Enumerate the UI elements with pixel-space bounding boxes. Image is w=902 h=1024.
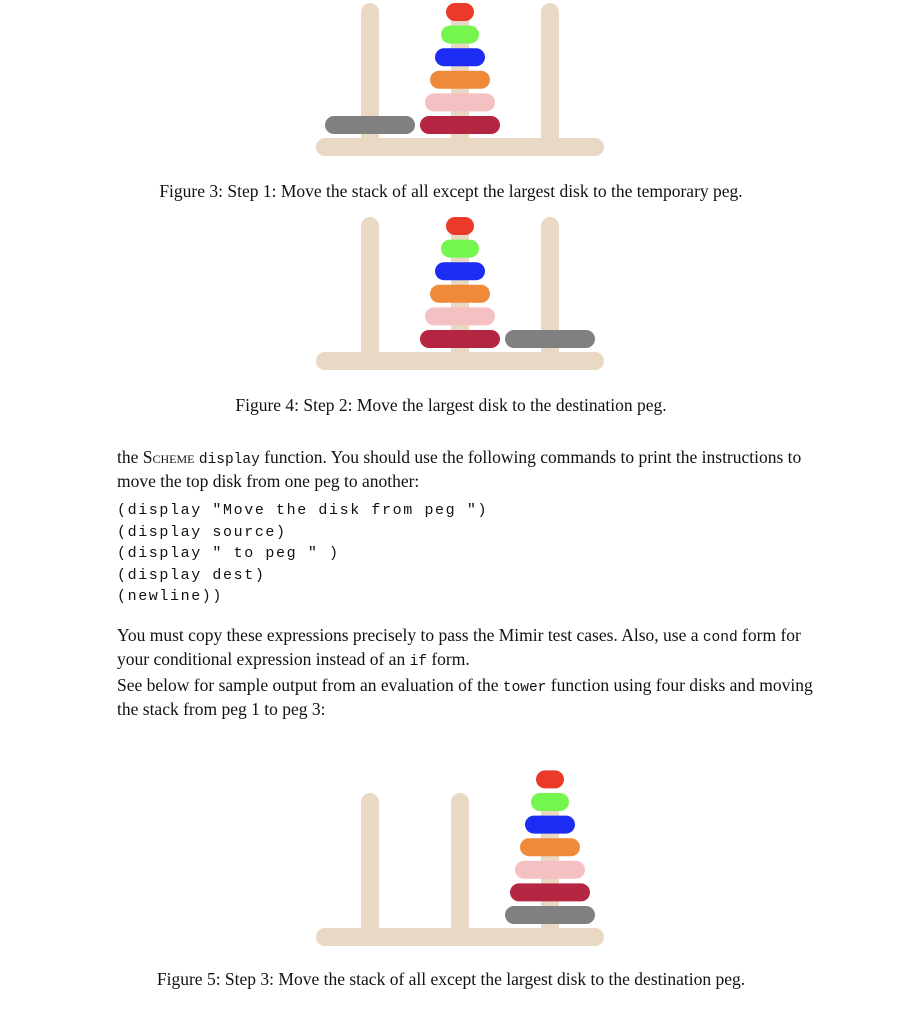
code-line: (display source) (117, 523, 287, 541)
disk-crimson (510, 883, 590, 901)
disk-red (446, 3, 474, 21)
peg-3 (541, 3, 559, 147)
disk-orange (430, 71, 490, 89)
disk-red (536, 770, 564, 788)
disk-crimson (420, 330, 500, 348)
text-segment: function. You should use the following commands to print the instructions to move the top disk from one peg to another: (117, 447, 802, 491)
tower-diagram-step-3 (0, 760, 902, 950)
disk-gray (505, 906, 595, 924)
disk-green (441, 26, 479, 44)
disk-blue (435, 48, 485, 66)
paragraph-copy-instructions (117, 625, 837, 673)
disk-green (441, 240, 479, 258)
disk-red (446, 217, 474, 235)
code-line: (display "Move the disk from peg ") (117, 502, 489, 519)
disk-blue (435, 262, 485, 280)
disk-gray (505, 330, 595, 348)
disk-blue (525, 816, 575, 834)
inline-code-tower: tower (502, 680, 547, 696)
tower-diagram-step-2 (0, 214, 902, 384)
disk-pink (425, 93, 495, 111)
inline-code-cond: cond (702, 630, 738, 646)
figure-3 (0, 0, 902, 210)
disk-pink (515, 861, 585, 879)
figure-4-caption: Figure 4: Step 2: Move the largest disk to the destination peg. (235, 395, 667, 415)
figure-5-caption: Figure 5: Step 3: Move the stack of all except the largest disk to the destination peg. (156, 969, 746, 989)
paragraph-display-intro (117, 447, 837, 492)
disk-pink (425, 307, 495, 325)
inline-code-display: display (198, 452, 260, 468)
peg-1 (361, 217, 379, 361)
scheme-term: Scheme (142, 447, 195, 467)
disk-orange (430, 285, 490, 303)
peg-1 (361, 793, 379, 937)
text-segment: the (117, 447, 143, 467)
text-segment: See below for sample output from an evaluation of the (117, 675, 503, 695)
disk-orange (520, 838, 580, 856)
code-block (117, 500, 488, 608)
peg-2 (451, 793, 469, 937)
code-line: (display dest) (117, 566, 266, 584)
figure-4 (0, 214, 902, 424)
paragraph-sample-output (117, 675, 837, 720)
inline-code-if: if (409, 654, 427, 670)
disk-crimson (420, 116, 500, 134)
text-segment: function using four disks and moving the stack from peg 1 to peg 3: (117, 675, 813, 719)
text-segment: form. (426, 649, 470, 669)
figure-5 (0, 760, 902, 1000)
code-line: (display " to peg " ) (117, 545, 340, 562)
code-line: (newline)) (117, 588, 224, 605)
disk-green (531, 793, 569, 811)
disk-gray (325, 116, 415, 134)
text-segment: You must copy these expressions precisely to pass the Mimir test cases. Also, use a (117, 625, 703, 645)
figure-3-caption: Figure 3: Step 1: Move the stack of all except the largest disk to the temporary peg. (159, 181, 743, 201)
text-segment: form for your conditional expression instead of an (117, 625, 801, 669)
tower-diagram-step-1 (0, 0, 902, 170)
